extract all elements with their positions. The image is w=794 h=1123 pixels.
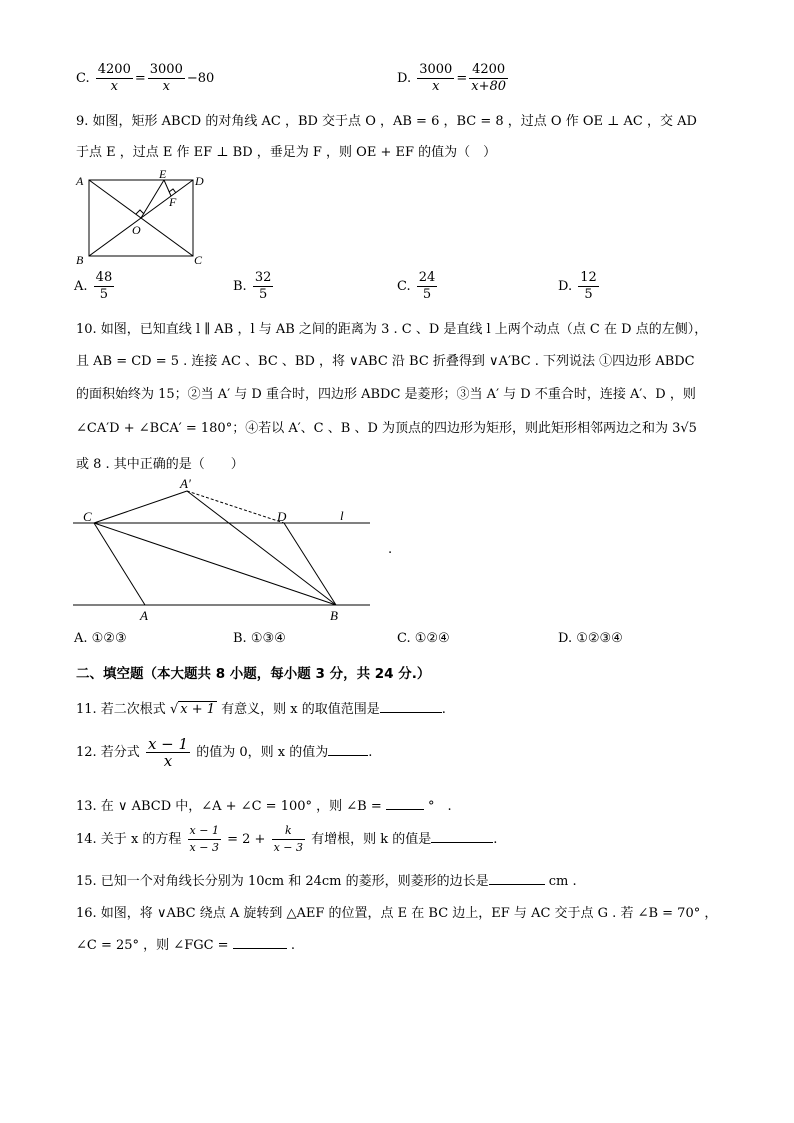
q10-line-1: 10. 如图，已知直线 l ∥ AB ，l 与 AB 之间的距离为 3 . C 、D 是直线 l 上两个动点（点 C 在 D 点的左侧）， [76,322,708,337]
answer-blank [386,797,424,810]
q12: 12. 若分式 $\frac{x - 1}{x}$ 的值为 0，则 x 的值为 . [76,735,373,770]
section-title: 二、填空题（本大题共 8 小题，每小题 3 分，共 24 分.） [76,666,431,682]
label-l: l [340,508,344,523]
q15: 15. 已知一个对角线长分别为 10cm 和 24cm 的菱形，则菱形的边长是 cm . [76,874,577,889]
q10-parallelogram-figure [70,476,393,626]
q10-line-4: ∠CA′D + ∠BCA′ = 180°；④若以 A′、C 、B 、D 为顶点的四边形为矩形，则此矩形相邻两边之和为 3√5 [76,421,697,436]
fraction: $\frac{48}{5}$ [95,270,113,302]
segment-oe [141,180,164,218]
fraction: $\frac{4200}{x}$ [97,62,131,94]
fraction: $\frac{3000}{x}$ [419,62,453,94]
segment-a1b [187,491,336,605]
label-b: B [330,608,338,623]
q9-option-c: C. $\frac{24}{5}$ [397,270,436,302]
answer-blank [431,830,493,843]
segment-ef [164,180,171,196]
segment-cb [94,523,336,605]
q8-option-c: C. $\frac{4200}{x}$ = $\frac{3000}{x}$ −80 [76,62,215,94]
q11: 11. 若二次根式 √ x + 1 有意义，则 x 的取值范围是 . [76,702,446,717]
label-a: A [140,608,148,623]
q9-option-b: B. $\frac{32}{5}$ [233,270,272,302]
answer-blank [328,743,368,756]
q10-option-c: C. ①②④ [397,631,450,646]
label-f: F [169,195,177,209]
fraction: $\frac{12}{5}$ [580,270,597,302]
q14: 14. 关于 x 的方程 $\frac{x - 1}{x - 3}$ = 2 + $\frac{k}{x - 3}$ 有增根，则 k 的值是 . [76,824,498,854]
q13: 13. 在 ∨ ABCD 中，∠A + ∠C = 100° ，则 ∠B = ° . [76,799,452,814]
q9-line-2: 于点 E ，过点 E 作 EF ⊥ BD ，垂足为 F ，则 OE + EF 的值为（ ） [76,145,497,160]
label-d: D [277,509,287,524]
q9-option-d: D. $\frac{12}{5}$ [558,270,597,302]
segment-db [284,523,336,605]
right-angle-mark-o [136,210,144,214]
segment-ca1 [94,491,187,523]
segment-ca [94,523,145,605]
q10-line-5: 或 8 . 其中正确的是（ ） [76,457,244,472]
label-a-prime: A′ [180,476,191,491]
answer-blank [380,700,442,713]
label-d: D [195,174,204,188]
q9-line-1: 9. 如图，矩形 ABCD 的对角线 AC ，BD 交于点 O ，AB = 6 ，BC = 8 ，过点 O 作 OE ⊥ AC ，交 AD [76,114,697,129]
label-c: C [83,509,92,524]
radicand: x + 1 [180,702,216,717]
sqrt-sign: √ [169,702,179,717]
segment-a1d-dashed [187,491,284,523]
q10-line-2: 且 AB = CD = 5 . 连接 AC 、BC 、BD ，将 ∨ABC 沿 BC 折叠得到 ∨A′BC . 下列说法 ①四边形 ABDC [76,354,695,369]
fraction: $\frac{3000}{x}$ [149,62,183,94]
q10-line-3: 的面积始终为 15；②当 A′ 与 D 重合时，四边形 ABDC 是菱形；③当 A′ 与 D 不重合时，连接 A′、D ，则 [76,387,696,402]
q10-option-a: A. ①②③ [74,631,127,646]
q10-figure-dot: . [388,542,393,557]
label-a: A [76,174,84,188]
label-c: C [194,253,203,267]
answer-blank [489,872,545,885]
q9-rectangle-figure [72,168,212,268]
label-b: B [76,253,84,267]
q10-option-b: B. ①③④ [233,631,286,646]
q16-line-2: ∠C = 25° ，则 ∠FGC = . [76,938,295,953]
fraction: $\frac{32}{5}$ [254,270,272,302]
fraction: $\frac{x - 1}{x - 3}$ [189,824,219,854]
fraction: $\frac{k}{x - 3}$ [273,824,303,854]
label-o: O [132,223,141,237]
answer-blank [233,936,287,949]
q9-option-a: A. $\frac{48}{5}$ [74,270,113,302]
label-e: E [159,168,167,181]
right-angle-mark-f [169,189,176,193]
q10-option-d: D. ①②③④ [558,631,623,646]
fraction: $\frac{24}{5}$ [418,270,436,302]
q16-line-1: 16. 如图，将 ∨ABC 绕点 A 旋转到 △AEF 的位置，点 E 在 BC 边上，EF 与 AC 交于点 G . 若 ∠B = 70° ， [76,906,718,921]
fraction: $\frac{4200}{x+80}$ [471,62,507,94]
q8-option-d: D. $\frac{3000}{x}$ = $\frac{4200}{x+80}$ [397,62,507,94]
fraction: $\frac{x - 1}{x}$ [147,735,189,770]
